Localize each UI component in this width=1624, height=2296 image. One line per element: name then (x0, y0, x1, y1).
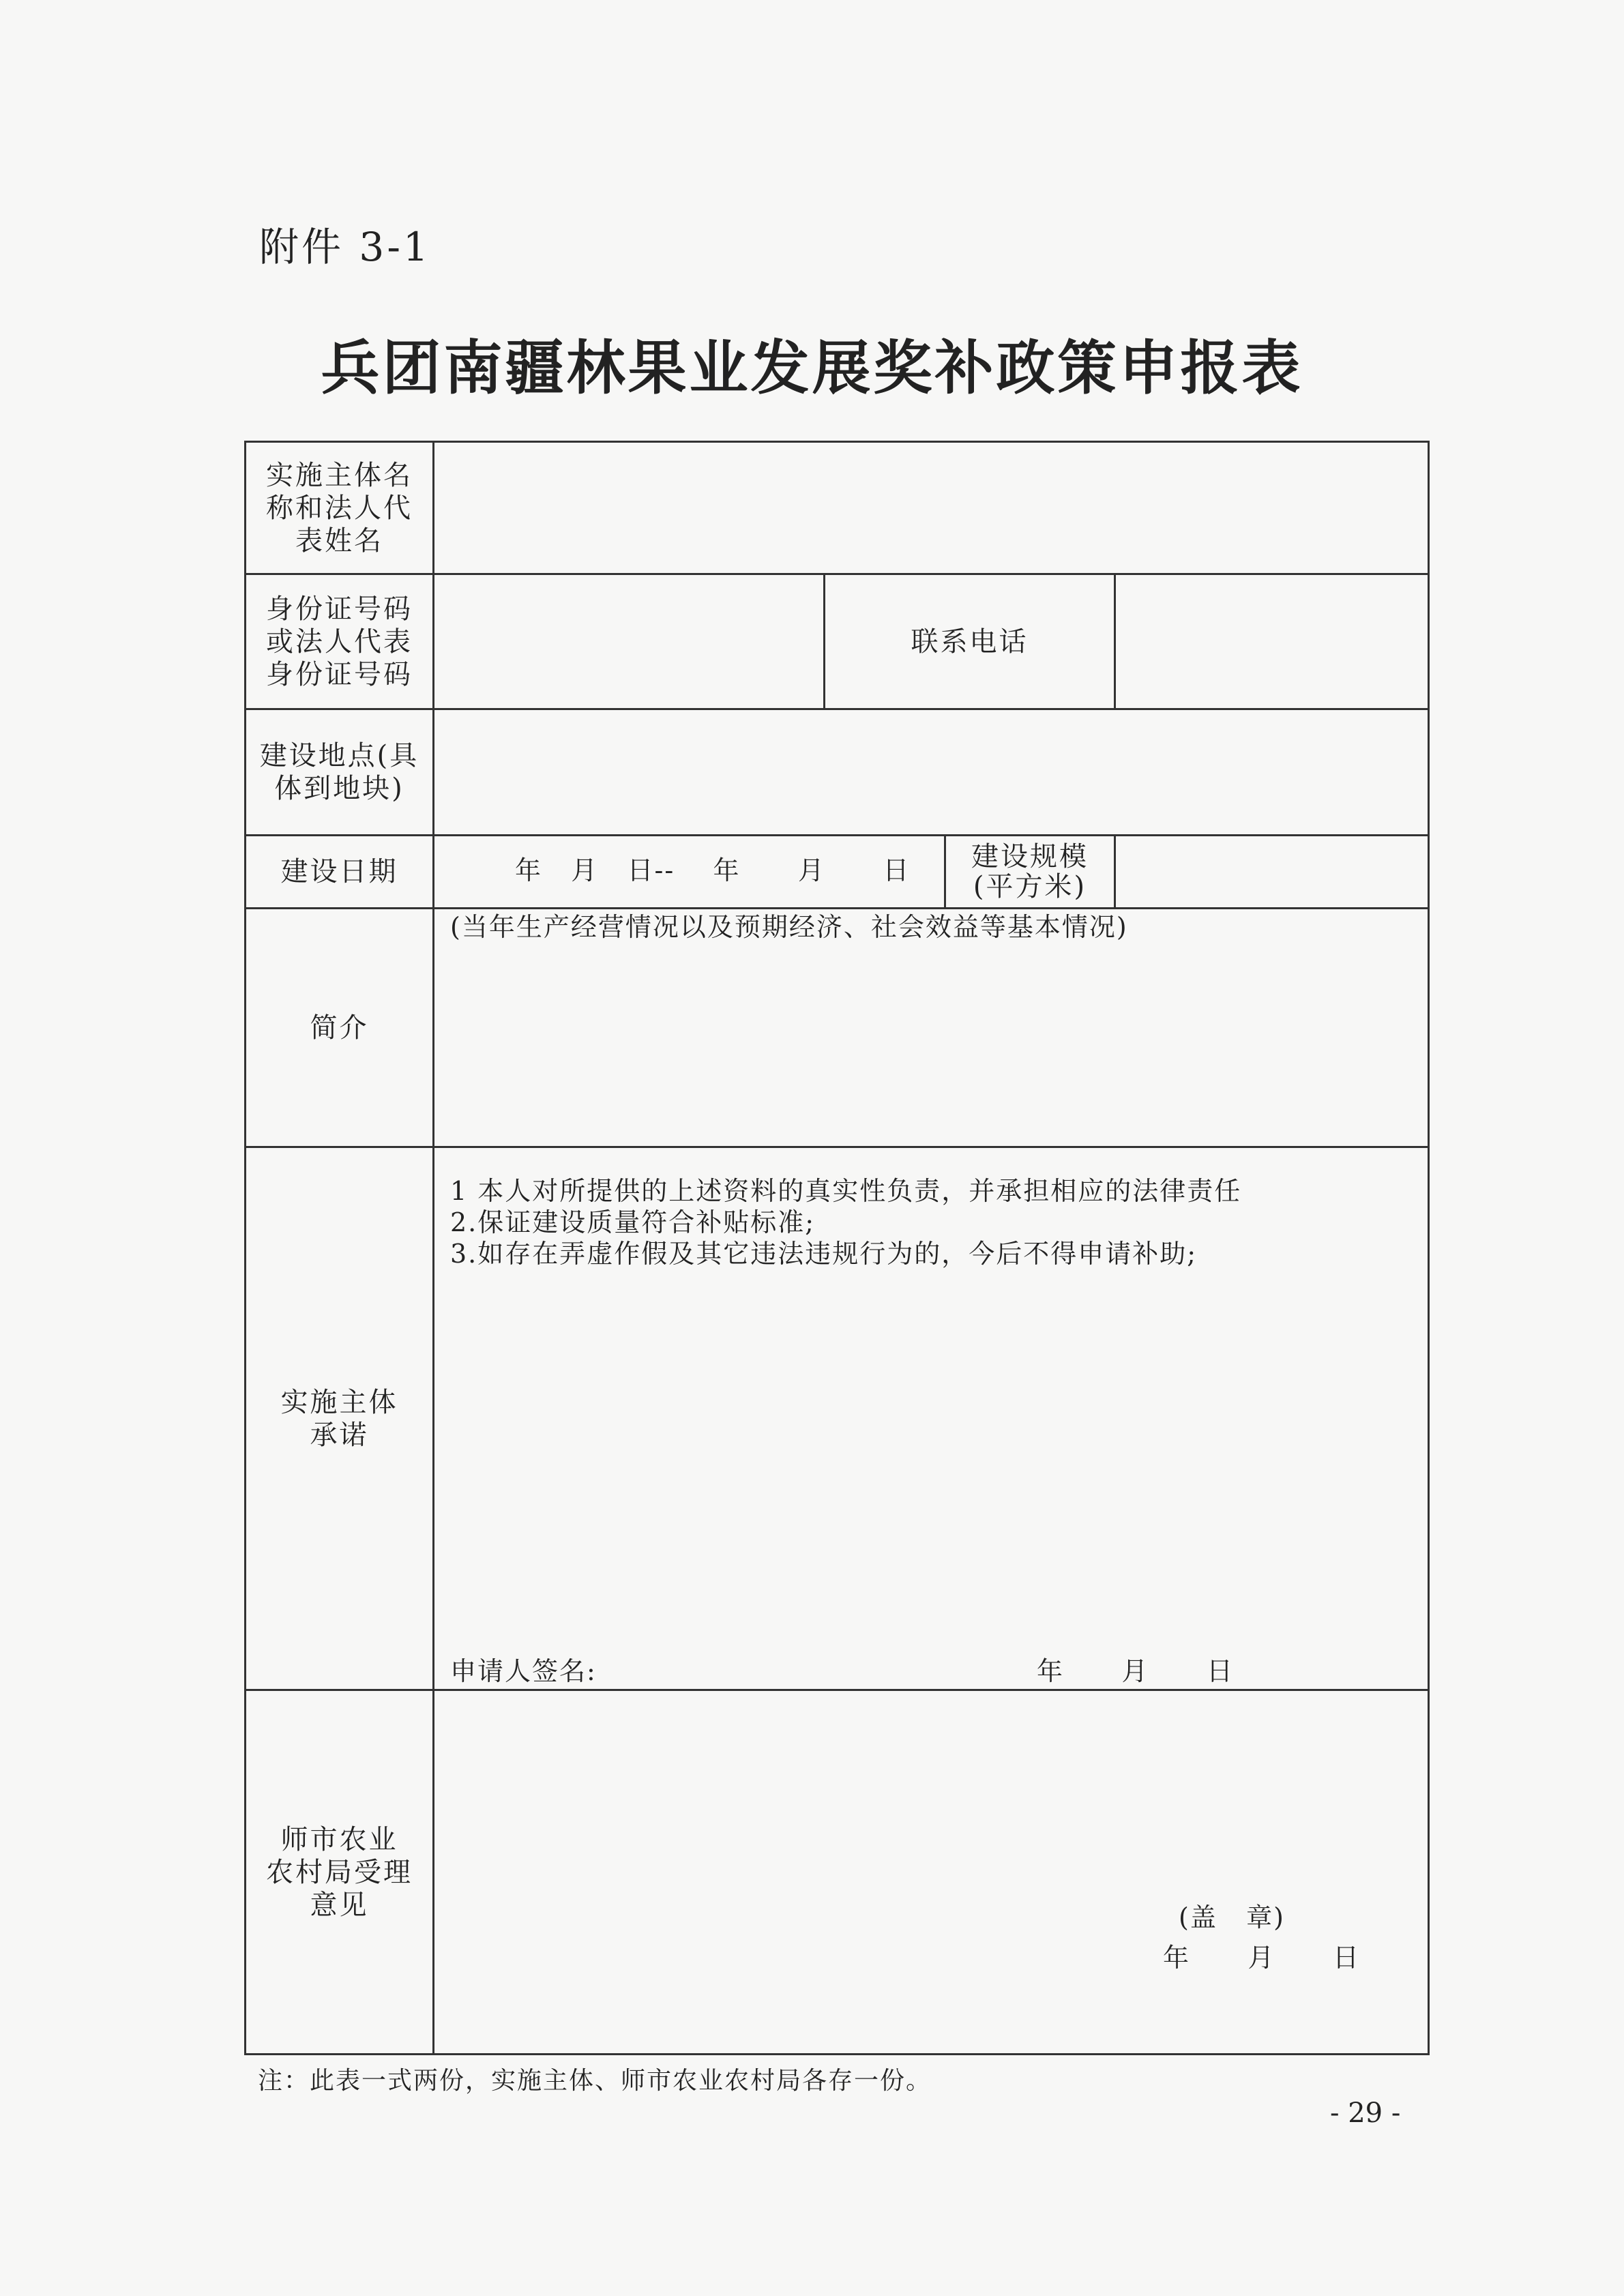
introduction-hint[interactable]: (当年生产经营情况以及预期经济、社会效益等基本情况) (450, 912, 1128, 942)
page-number: - 29 - (1330, 2098, 1401, 2129)
commitment-item-1: 1 本人对所提供的上述资料的真实性负责，并承担相应的法律责任 (450, 1176, 1242, 1206)
construction-date-label: 建设日期 (280, 856, 398, 887)
id-number-label: 身份证号码 或法人代表 身份证号码 (266, 593, 413, 690)
construction-date-field[interactable]: 年 月 日-- 年 月 日 (515, 855, 911, 885)
commitment-item-3: 3.如存在弄虚作假及其它违法违规行为的，今后不得申请补助; (450, 1239, 1198, 1269)
phone-label: 联系电话 (911, 625, 1029, 658)
location-label: 建设地点(具 体到地块) (259, 740, 419, 804)
entity-name-label: 实施主体名 称和法人代 表姓名 (266, 459, 413, 557)
form-title: 兵团南疆林果业发展奖补政策申报表 (321, 334, 1303, 402)
commitment-item-2: 2.保证建设质量符合补贴标准; (450, 1207, 816, 1237)
agency-opinion-label: 师市农业 农村局受理 意见 (266, 1823, 413, 1921)
applicant-signature-label[interactable]: 申请人签名: (450, 1656, 597, 1686)
commitment-label: 实施主体 承诺 (280, 1386, 398, 1451)
attachment-label: 附件 3-1 (259, 224, 431, 270)
seal-label: (盖 章) (1179, 1902, 1285, 1932)
commitment-date: 年 月 日 (1037, 1656, 1234, 1686)
construction-scale-label: 建设规模 (平方米) (971, 841, 1089, 902)
introduction-label: 简介 (310, 1012, 369, 1044)
opinion-date: 年 月 日 (1163, 1943, 1360, 1973)
footnote: 注：此表一式两份，实施主体、师市农业农村局各存一份。 (258, 2067, 932, 2095)
